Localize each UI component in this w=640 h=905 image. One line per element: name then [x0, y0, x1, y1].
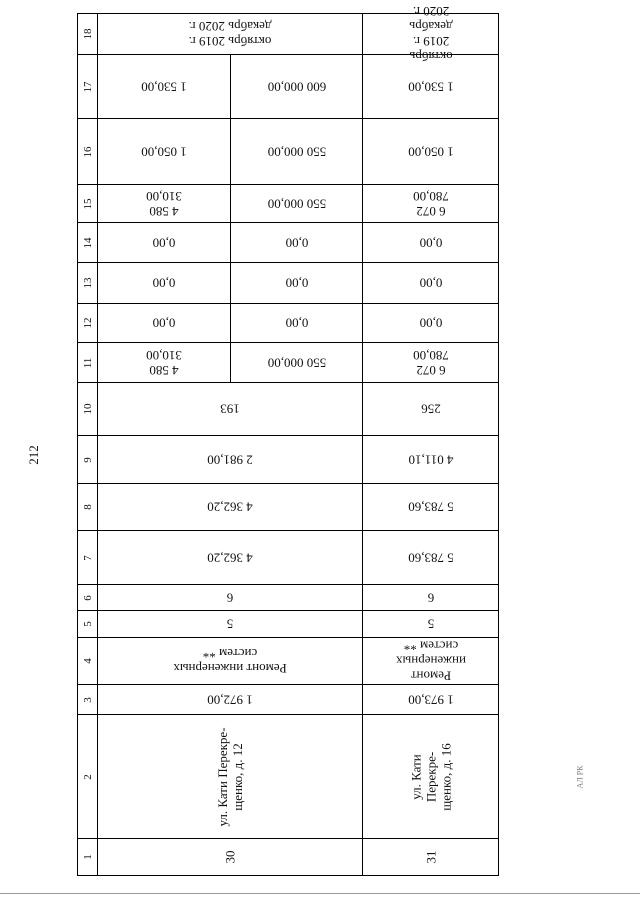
corner-note: АЛ РК	[575, 765, 585, 789]
address-cell: ул. Кати Перекре- щенко, д. 16	[362, 715, 499, 838]
value-cell: 4 362,20	[97, 484, 362, 530]
value-cell: 5	[97, 611, 362, 637]
column-header-cell: 4	[77, 638, 97, 684]
table-row	[77, 685, 499, 715]
table-row	[77, 304, 499, 343]
page-number: 212	[26, 445, 41, 465]
value-cell: 550 000,00	[230, 343, 362, 382]
bottom-divider	[0, 893, 640, 894]
value-cell: 0,00	[97, 304, 230, 342]
work-type-cell: Ремонт инженерных систем **	[362, 638, 499, 684]
value-cell: 6	[97, 585, 362, 610]
column-header-cell: 11	[77, 343, 97, 382]
column-header-cell: 15	[77, 185, 97, 222]
value-cell: 0,00	[97, 223, 230, 262]
value-cell: 1 050,00	[97, 119, 230, 184]
period-cell: октябрь 2019 г. декабрь 2020 г.	[97, 14, 362, 54]
value-cell: 0,00	[230, 304, 362, 342]
table-row	[77, 715, 499, 839]
value-cell: 0,00	[230, 263, 362, 303]
table-row	[77, 343, 499, 383]
column-header-cell: 10	[77, 383, 97, 435]
value-cell: 4 362,20	[97, 531, 362, 584]
column-header-cell: 3	[77, 685, 97, 714]
value-cell: 600 000,00	[230, 55, 362, 118]
column-header-cell: 8	[77, 484, 97, 530]
column-header-cell: 9	[77, 436, 97, 483]
table-row	[77, 4, 499, 64]
value-cell: 6	[362, 585, 499, 610]
value-cell: 0,00	[362, 304, 499, 342]
table-row	[77, 263, 499, 304]
value-cell: 550 000,00	[230, 119, 362, 184]
table-row	[77, 119, 499, 185]
period-cell: октябрь 2019 г. декабрь 2020 г.	[362, 14, 499, 54]
value-cell: 0,00	[97, 263, 230, 303]
works-table	[77, 4, 499, 864]
column-header-cell: 12	[77, 304, 97, 342]
value-cell: 4 011,10	[362, 436, 499, 483]
column-header-cell: 1	[77, 839, 97, 875]
table-row	[77, 585, 499, 611]
table-row	[77, 55, 499, 119]
value-cell: 4 580 310,00	[97, 185, 230, 222]
value-cell: 0,00	[362, 263, 499, 303]
row-number-cell: 31	[362, 839, 499, 875]
address-cell: ул. Кати Перекре- щенко, д. 12	[97, 715, 362, 838]
column-header-cell: 14	[77, 223, 97, 262]
column-header-cell: 7	[77, 531, 97, 584]
value-cell: 1 530,00	[97, 55, 230, 118]
value-cell: 2 981,00	[97, 436, 362, 483]
value-cell: 4 580 310,00	[97, 343, 230, 382]
work-type-cell: Ремонт инженерных систем **	[97, 638, 362, 684]
column-header-cell: 6	[77, 585, 97, 610]
value-cell: 5 783,60	[362, 484, 499, 530]
row-number-cell: 30	[97, 839, 362, 875]
value-cell: 256	[362, 383, 499, 435]
column-header-cell: 18	[77, 14, 97, 54]
value-cell: 193	[97, 383, 362, 435]
column-header-cell: 13	[77, 263, 97, 303]
value-cell: 0,00	[230, 223, 362, 262]
column-header-cell: 16	[77, 119, 97, 184]
area-cell: 1 973,00	[362, 685, 499, 714]
table-row	[77, 839, 499, 876]
column-header-cell: 17	[77, 55, 97, 118]
table-row	[77, 436, 499, 484]
table-row	[77, 223, 499, 263]
value-cell: 6 072 780,00	[362, 185, 499, 222]
column-header-cell: 5	[77, 611, 97, 637]
column-header-cell: 2	[77, 715, 97, 838]
table-row	[77, 383, 499, 436]
table-row	[77, 611, 499, 638]
table-row	[77, 638, 499, 685]
table-row	[77, 531, 499, 585]
value-cell: 0,00	[362, 223, 499, 262]
value-cell: 1 530,00	[362, 55, 499, 118]
value-cell: 5 783,60	[362, 531, 499, 584]
table-row	[77, 185, 499, 223]
value-cell: 1 050,00	[362, 119, 499, 184]
table-row	[77, 484, 499, 531]
value-cell: 550 000,00	[230, 185, 362, 222]
area-cell: 1 972,00	[97, 685, 362, 714]
value-cell: 6 072 780,00	[362, 343, 499, 382]
value-cell: 5	[362, 611, 499, 637]
